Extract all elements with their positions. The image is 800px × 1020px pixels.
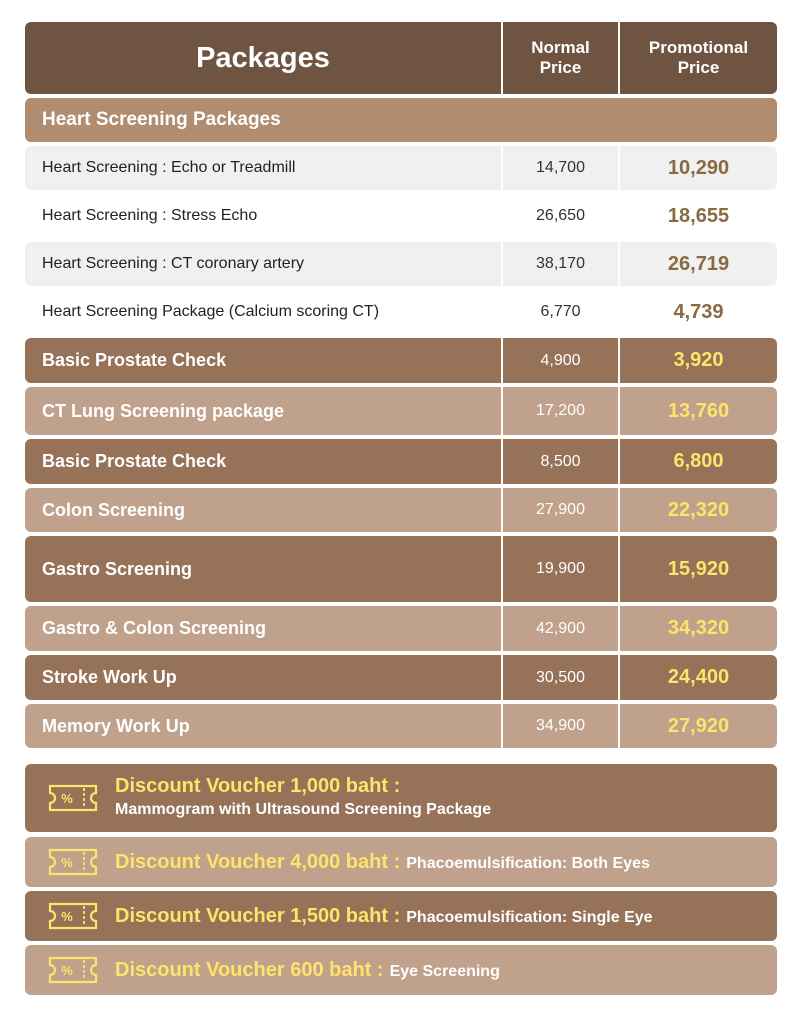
normal-price: 26,650 xyxy=(501,194,618,238)
package-name: CT Lung Screening package xyxy=(42,400,285,421)
normal-price: 27,900 xyxy=(501,488,618,532)
packages-header: Packages xyxy=(196,41,330,74)
normal-price-header-line1: Normal xyxy=(531,38,590,57)
table-row xyxy=(25,655,777,700)
table-row xyxy=(25,290,777,334)
package-name: Gastro & Colon Screening xyxy=(42,618,267,638)
normal-price-header-line2: Price xyxy=(539,58,582,77)
discount-voucher-icon xyxy=(47,956,99,984)
package-name: Heart Screening : CT coronary artery xyxy=(42,255,305,272)
normal-price: 14,700 xyxy=(501,146,618,190)
voucher-description: Phacoemulsification: Single Eye xyxy=(406,908,653,926)
voucher-text xyxy=(115,774,491,822)
voucher-item xyxy=(25,945,777,995)
svg-text:%: % xyxy=(61,909,73,924)
package-name: Heart Screening Package (Calcium scoring CT) xyxy=(42,303,380,320)
promotional-price-header-line2: Price xyxy=(677,58,720,77)
voucher-title: Discount Voucher 600 baht : xyxy=(115,958,384,981)
package-name: Colon Screening xyxy=(42,499,186,520)
promo-price: 4,739 xyxy=(618,290,777,334)
promo-price: 18,655 xyxy=(618,194,777,238)
voucher-item xyxy=(25,764,777,832)
table-row xyxy=(25,704,777,748)
svg-text:%: % xyxy=(61,855,73,870)
package-name: Heart Screening : Echo or Treadmill xyxy=(42,159,296,176)
section-title: Heart Screening Packages xyxy=(42,109,281,130)
table-row xyxy=(25,488,777,532)
normal-price: 42,900 xyxy=(501,606,618,651)
normal-price: 4,900 xyxy=(501,338,618,383)
promo-price: 24,400 xyxy=(618,655,777,700)
promo-price: 27,920 xyxy=(618,704,777,748)
package-name: Memory Work Up xyxy=(42,715,190,736)
normal-price: 38,170 xyxy=(501,242,618,286)
normal-price: 8,500 xyxy=(501,439,618,484)
discount-voucher-icon xyxy=(47,902,99,930)
promotional-price-header-line1: Promotional xyxy=(648,38,749,57)
promo-price: 13,760 xyxy=(618,387,777,435)
table-row xyxy=(25,439,777,484)
normal-price: 19,900 xyxy=(501,536,618,602)
normal-price-header xyxy=(501,22,618,94)
table-row xyxy=(25,242,777,286)
table-row xyxy=(25,194,777,238)
package-name: Basic Prostate Check xyxy=(42,350,227,370)
section-heart-screening xyxy=(25,98,777,142)
package-name: Gastro Screening xyxy=(42,558,193,579)
table-header xyxy=(25,22,777,94)
promo-price: 3,920 xyxy=(618,338,777,383)
normal-price: 17,200 xyxy=(501,387,618,435)
package-name: Basic Prostate Check xyxy=(42,451,227,471)
discount-voucher-icon xyxy=(47,848,99,876)
voucher-text xyxy=(115,905,653,928)
normal-price: 6,770 xyxy=(501,290,618,334)
package-name: Stroke Work Up xyxy=(42,667,177,687)
table-row xyxy=(25,338,777,383)
promotional-price-header xyxy=(618,22,777,94)
voucher-title: Discount Voucher 1,500 baht : xyxy=(115,904,401,927)
voucher-description: Mammogram with Ultrasound Screening Package xyxy=(115,801,492,818)
voucher-title: Discount Voucher 4,000 baht : xyxy=(115,850,401,873)
discount-voucher-icon xyxy=(47,784,99,812)
svg-text:%: % xyxy=(61,963,73,978)
table-row xyxy=(25,146,777,190)
voucher-description: Eye Screening xyxy=(389,962,500,980)
promo-price: 10,290 xyxy=(618,146,777,190)
normal-price: 34,900 xyxy=(501,704,618,748)
voucher-description: Phacoemulsification: Both Eyes xyxy=(406,854,650,872)
package-name: Heart Screening : Stress Echo xyxy=(42,207,258,224)
promo-price: 34,320 xyxy=(618,606,777,651)
normal-price: 30,500 xyxy=(501,655,618,700)
voucher-text xyxy=(115,851,650,874)
svg-text:%: % xyxy=(61,791,73,806)
table-row xyxy=(25,536,777,602)
table-row xyxy=(25,387,777,435)
promo-price: 15,920 xyxy=(618,536,777,602)
promo-price: 6,800 xyxy=(618,439,777,484)
voucher-item xyxy=(25,837,777,887)
promo-price: 22,320 xyxy=(618,488,777,532)
voucher-title: Discount Voucher 1,000 baht : xyxy=(115,775,401,797)
table-row xyxy=(25,606,777,651)
voucher-item xyxy=(25,891,777,941)
voucher-text xyxy=(115,959,500,982)
promo-price: 26,719 xyxy=(618,242,777,286)
